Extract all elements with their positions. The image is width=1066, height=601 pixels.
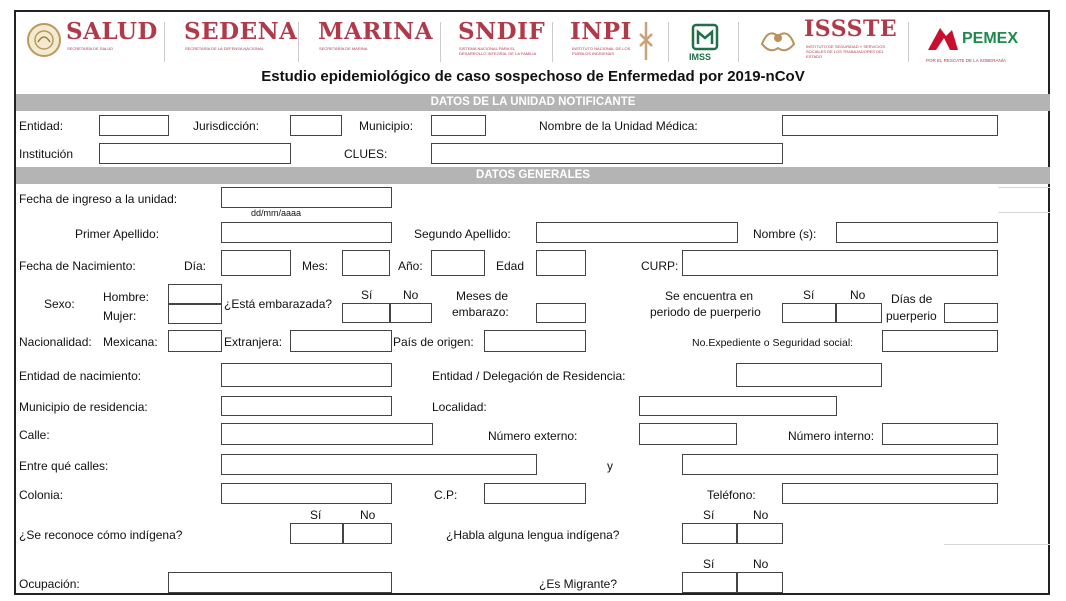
expediente-label: No.Expediente o Seguridad social: — [692, 337, 854, 349]
entidad-residencia-field[interactable] — [736, 363, 882, 387]
logo-issste: ISSSTE — [804, 16, 898, 42]
cp-label: C.P: — [434, 488, 458, 502]
salud-seal-icon — [26, 22, 62, 58]
lengua-si-label: Sí — [703, 508, 715, 522]
logo-sndif-sub: SISTEMA NACIONAL PARA EL DESARROLLO INTEGRAL DE LA FAMILIA — [459, 46, 537, 56]
fecha-format-hint: dd/mm/aaaa — [251, 208, 302, 218]
mujer-checkbox[interactable] — [168, 304, 222, 324]
fecha-nacimiento-label: Fecha de Nacimiento: — [19, 259, 136, 273]
numero-interno-label: Número interno: — [788, 429, 875, 443]
logo-sedena-sub: SECRETARÍA DE LA DEFENSA NACIONAL — [185, 46, 264, 51]
dias-puerperio-field[interactable] — [944, 303, 998, 323]
puerperio-no-label: No — [850, 288, 866, 302]
calle-label: Calle: — [19, 428, 50, 442]
localidad-label: Localidad: — [432, 400, 487, 414]
inpi-figure-icon — [636, 20, 656, 62]
jurisdiccion-label: Jurisdicción: — [193, 119, 260, 133]
entre-calles-label: Entre qué calles: — [19, 459, 109, 473]
puerperio-label-1: Se encuentra en — [665, 289, 754, 303]
ocupacion-field[interactable] — [168, 572, 392, 593]
indigena-si-checkbox[interactable] — [290, 523, 343, 544]
clues-field[interactable] — [431, 143, 783, 164]
puerperio-si-checkbox[interactable] — [782, 303, 836, 323]
nombres-label: Nombre (s): — [753, 227, 817, 241]
expediente-field[interactable] — [882, 330, 998, 352]
pais-origen-field[interactable] — [484, 330, 586, 352]
fecha-ingreso-field[interactable] — [221, 187, 392, 208]
dias-puerperio-label-1: Días de — [891, 292, 933, 306]
telefono-label: Teléfono: — [707, 488, 756, 502]
numero-externo-field[interactable] — [639, 423, 737, 445]
nombres-field[interactable] — [836, 222, 998, 243]
lengua-si-checkbox[interactable] — [682, 523, 737, 544]
colonia-field[interactable] — [221, 483, 392, 504]
indigena-label: ¿Se reconoce cómo indígena? — [19, 528, 183, 542]
logo-pemex: PEMEX — [962, 30, 1019, 47]
localidad-field[interactable] — [639, 396, 837, 416]
embarazada-si-label: Sí — [361, 288, 373, 302]
telefono-field[interactable] — [782, 483, 998, 504]
embarazada-no-label: No — [403, 288, 419, 302]
municipio-residencia-field[interactable] — [221, 396, 392, 416]
nombre-unidad-field[interactable] — [782, 115, 998, 136]
issste-hands-icon — [758, 20, 798, 60]
curp-field[interactable] — [682, 250, 998, 276]
embarazada-si-checkbox[interactable] — [342, 303, 390, 323]
fecha-ingreso-label: Fecha de ingreso a la unidad: — [19, 192, 178, 206]
entidad-label: Entidad: — [19, 119, 64, 133]
puerperio-no-checkbox[interactable] — [836, 303, 882, 323]
migrante-si-checkbox[interactable] — [682, 572, 737, 593]
entre-calles-y-label: y — [607, 459, 613, 473]
curp-label: CURP: — [641, 259, 679, 273]
logo-marina-sub: SECRETARÍA DE MARINA — [319, 46, 368, 51]
logo-marina: MARINA — [318, 18, 434, 45]
logo-inpi-sub: INSTITUTO NACIONAL DE LOS PUEBLOS INDÍGENAS — [572, 46, 631, 56]
embarazada-no-checkbox[interactable] — [390, 303, 432, 323]
logo-sndif: SNDIF — [458, 18, 546, 45]
municipio-field[interactable] — [431, 115, 486, 136]
entidad-nacimiento-label: Entidad de nacimiento: — [19, 369, 142, 383]
entidad-nacimiento-field[interactable] — [221, 363, 392, 387]
entidad-field[interactable] — [99, 115, 169, 136]
indigena-no-checkbox[interactable] — [343, 523, 392, 544]
mujer-label: Mujer: — [103, 309, 137, 323]
ocupacion-label: Ocupación: — [19, 577, 80, 591]
sexo-label: Sexo: — [44, 297, 75, 311]
mes-field[interactable] — [342, 250, 390, 276]
edad-field[interactable] — [536, 250, 586, 276]
form-title: Estudio epidemiológico de caso sospechoso de Enfermedad por 2019-nCoV — [261, 68, 805, 85]
logo-inpi: INPI — [570, 18, 632, 45]
municipio-label: Municipio: — [359, 119, 414, 133]
migrante-no-label: No — [753, 557, 769, 571]
migrante-label: ¿Es Migrante? — [539, 577, 618, 591]
mes-label: Mes: — [302, 259, 329, 273]
dia-label: Día: — [184, 259, 207, 273]
migrante-si-label: Sí — [703, 557, 715, 571]
hombre-label: Hombre: — [103, 290, 150, 304]
section-datos-generales: DATOS GENERALES — [16, 167, 1050, 184]
extranjera-checkbox[interactable] — [290, 330, 392, 352]
numero-externo-label: Número externo: — [488, 429, 578, 443]
anio-field[interactable] — [431, 250, 485, 276]
imss-eagle-icon — [690, 22, 720, 52]
lengua-no-checkbox[interactable] — [737, 523, 783, 544]
clues-label: CLUES: — [344, 147, 388, 161]
migrante-no-checkbox[interactable] — [737, 572, 783, 593]
logo-sedena: SEDENA — [184, 18, 298, 45]
municipio-residencia-label: Municipio de residencia: — [19, 400, 148, 414]
numero-interno-field[interactable] — [882, 423, 998, 445]
lengua-no-label: No — [753, 508, 769, 522]
pemex-eagle-icon — [926, 24, 960, 52]
institucion-field[interactable] — [99, 143, 291, 164]
jurisdiccion-field[interactable] — [290, 115, 342, 136]
segundo-apellido-field[interactable] — [536, 222, 738, 243]
meses-embarazo-label-1: Meses de — [456, 289, 509, 303]
primer-apellido-label: Primer Apellido: — [75, 227, 160, 241]
logo-imss: IMSS — [689, 52, 712, 62]
dias-puerperio-label-2: puerperio — [886, 309, 937, 323]
primer-apellido-field[interactable] — [221, 222, 392, 243]
hombre-checkbox[interactable] — [168, 284, 222, 304]
anio-label: Año: — [398, 259, 423, 273]
logo-issste-sub: INSTITUTO DE SEGURIDAD Y SERVICIOS SOCIALES DE LOS TRABAJADORES DEL ESTADO — [806, 44, 886, 59]
entre-calles-field-2[interactable] — [682, 454, 998, 475]
calle-field[interactable] — [221, 423, 433, 445]
logo-pemex-sub: POR EL RESCATE DE LA SOBERANÍA — [926, 58, 1007, 63]
indigena-no-label: No — [360, 508, 376, 522]
lengua-indigena-label: ¿Habla alguna lengua indígena? — [446, 528, 620, 542]
puerperio-label-2: periodo de puerperio — [650, 305, 761, 319]
puerperio-si-label: Sí — [803, 288, 815, 302]
embarazada-label: ¿Está embarazada? — [224, 297, 333, 311]
nacionalidad-label: Nacionalidad: — [19, 335, 92, 349]
logo-salud-sub: SECRETARÍA DE SALUD — [67, 46, 114, 51]
indigena-si-label: Sí — [310, 508, 322, 522]
mexicana-label: Mexicana: — [103, 335, 158, 349]
entre-calles-field-1[interactable] — [221, 454, 537, 475]
edad-label: Edad — [496, 259, 525, 273]
dia-field[interactable] — [221, 250, 291, 276]
pais-origen-label: País de origen: — [393, 335, 474, 349]
logo-salud: SALUD — [66, 18, 158, 45]
meses-embarazo-label-2: embarazo: — [452, 305, 509, 319]
nombre-unidad-label: Nombre de la Unidad Médica: — [539, 119, 698, 133]
meses-embarazo-field[interactable] — [536, 303, 586, 323]
colonia-label: Colonia: — [19, 488, 64, 502]
section-unidad-notificante: DATOS DE LA UNIDAD NOTIFICANTE — [16, 94, 1050, 111]
mexicana-checkbox[interactable] — [168, 330, 222, 352]
segundo-apellido-label: Segundo Apellido: — [414, 227, 511, 241]
institucion-label: Institución — [19, 147, 74, 161]
entidad-residencia-label: Entidad / Delegación de Residencia: — [432, 369, 626, 383]
cp-field[interactable] — [484, 483, 586, 504]
extranjera-label: Extranjera: — [224, 335, 283, 349]
